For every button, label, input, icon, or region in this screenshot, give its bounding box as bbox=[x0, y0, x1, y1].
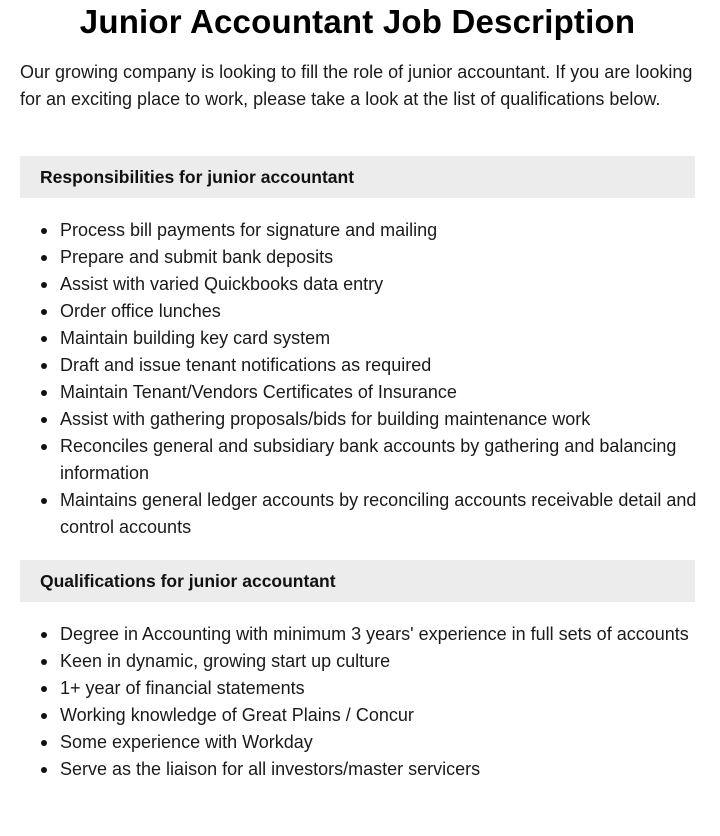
intro-paragraph: Our growing company is looking to fill the role of junior accountant. If you are looking for an exciting place to work, please take a look at the list of qualifications below. bbox=[20, 62, 693, 109]
bullet-icon bbox=[41, 767, 47, 773]
page-title: Junior Accountant Job Description bbox=[79, 3, 636, 40]
list-item bbox=[20, 406, 700, 433]
list-item-text: Order office lunches bbox=[60, 301, 221, 321]
list-item bbox=[20, 244, 700, 271]
list-item bbox=[20, 675, 700, 702]
list-item bbox=[20, 217, 700, 244]
list-item-text: Draft and issue tenant notifications as required bbox=[60, 355, 432, 375]
bullet-icon bbox=[41, 390, 47, 396]
list-item-text: Keen in dynamic, growing start up culture bbox=[60, 651, 391, 671]
list-item-text: Serve as the liaison for all investors/master servicers bbox=[60, 759, 481, 779]
bullet-icon bbox=[41, 498, 47, 504]
bullet-icon bbox=[41, 740, 47, 746]
list-item bbox=[20, 756, 700, 783]
list-item bbox=[20, 298, 700, 325]
bullet-icon bbox=[41, 336, 47, 342]
list-item bbox=[20, 702, 700, 729]
bullet-icon bbox=[41, 282, 47, 288]
list-item-text: Maintain Tenant/Vendors Certificates of Insurance bbox=[60, 382, 457, 402]
list-item-text: Maintains general ledger accounts by reconciling accounts receivable detail and control accounts bbox=[60, 490, 697, 537]
list-item-text: Assist with gathering proposals/bids for building maintenance work bbox=[60, 409, 591, 429]
list-item-text: 1+ year of financial statements bbox=[60, 678, 305, 698]
list-item-text: Working knowledge of Great Plains / Concur bbox=[60, 705, 414, 725]
list-item bbox=[20, 352, 700, 379]
bullet-icon bbox=[41, 309, 47, 315]
list-item-text: Prepare and submit bank deposits bbox=[60, 247, 334, 267]
bullet-icon bbox=[41, 686, 47, 692]
qualifications-list bbox=[20, 621, 700, 783]
responsibilities-heading: Responsibilities for junior accountant bbox=[20, 156, 695, 198]
bullet-icon bbox=[41, 417, 47, 423]
bullet-icon bbox=[41, 659, 47, 665]
list-item bbox=[20, 271, 700, 298]
list-item bbox=[20, 379, 700, 406]
list-item bbox=[20, 433, 700, 487]
list-item-text: Maintain building key card system bbox=[60, 328, 331, 348]
list-item-text: Degree in Accounting with minimum 3 years' experience in full sets of accounts bbox=[60, 624, 689, 644]
bullet-icon bbox=[41, 444, 47, 450]
list-item bbox=[20, 648, 700, 675]
qualifications-heading: Qualifications for junior accountant bbox=[20, 560, 695, 602]
list-item bbox=[20, 729, 700, 756]
list-item-text: Process bill payments for signature and mailing bbox=[60, 220, 438, 240]
list-item-text: Reconciles general and subsidiary bank accounts by gathering and balancing information bbox=[60, 436, 677, 483]
responsibilities-list bbox=[20, 217, 700, 541]
bullet-icon bbox=[41, 713, 47, 719]
list-item-text: Some experience with Workday bbox=[60, 732, 313, 752]
bullet-icon bbox=[41, 363, 47, 369]
list-item bbox=[20, 487, 700, 541]
list-item bbox=[20, 621, 700, 648]
bullet-icon bbox=[41, 632, 47, 638]
list-item-text: Assist with varied Quickbooks data entry bbox=[60, 274, 384, 294]
bullet-icon bbox=[41, 228, 47, 234]
bullet-icon bbox=[41, 255, 47, 261]
list-item bbox=[20, 325, 700, 352]
